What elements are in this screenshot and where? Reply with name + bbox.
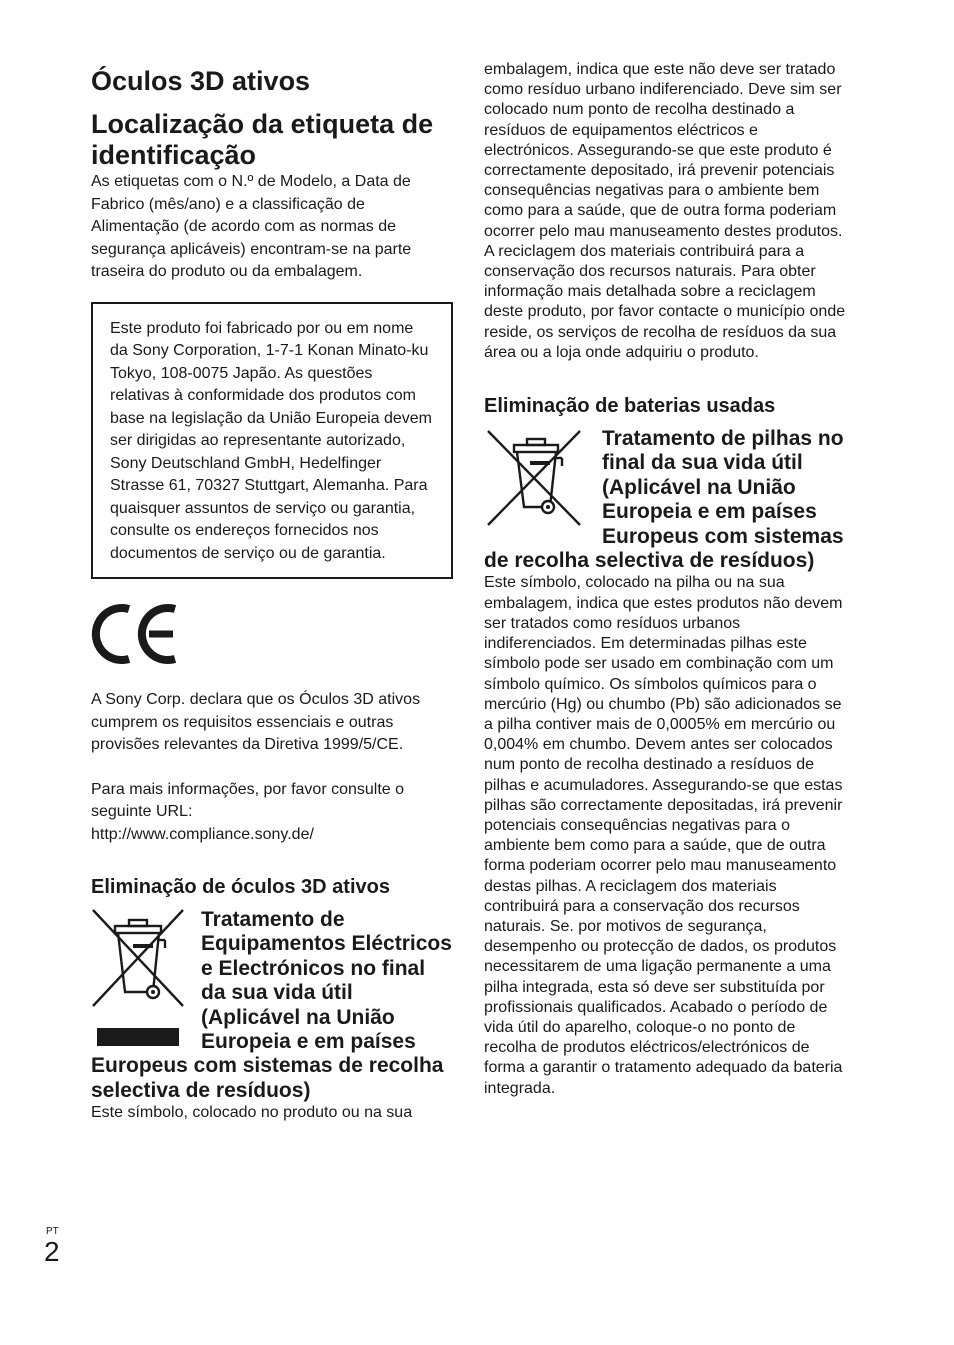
right-column: [484, 60, 846, 1099]
weee-text-continued: embalagem, indica que este não deve ser tratado como resíduo urbano indiferenciado. Deve sim ser colocado num ponto de recolha destinado a resíduos de equipamentos eléctricos e electrónicos. Assegurando-se que este produto é correctamente depositado, irá prevenir potenciais consequências negativas para o ambiente bem como para a saúde, que de outra forma poderiam ocorrer pelo mau manuseamento destes produtos. A reciclagem dos materiais contribuirá para a conservação dos recursos naturais. Para obter informação mais detalhada sobre a reciclagem deste produto, por favor contacte o município onde reside, os serviços de recolha de resíduos da sua área ou a loja onde adquiriu o produto.: [484, 61, 846, 361]
more-info-text: Para mais informações, por favor consulte o seguinte URL:: [91, 780, 405, 820]
compliance-url-link[interactable]: http://www.compliance.sony.de/: [91, 825, 314, 843]
section-title-label-location: Localização da etiqueta de identificação: [91, 109, 434, 170]
crossed-out-wheelie-bin-icon: [91, 908, 187, 1048]
label-location-text: As etiquetas com o N.º de Modelo, a Data de Fabrico (mês/ano) e a classificação de Alimentação (de acordo com as normas de segurança aplicáveis) encontram-se na parte traseira do produto ou da embalagem.: [91, 173, 412, 280]
manufacturer-notice-box: [91, 302, 453, 580]
page-language-code: PT: [46, 1226, 59, 1237]
battery-text: Este símbolo, colocado na pilha ou na sua embalagem, indica que estes produtos não devem ser tratados como resíduos urbanos indiferenciados. Em determinadas pilhas este símbolo pode ser usado em combinação com um símbolo químico. Os símbolos químicos para o mercúrio (Hg) ou chumbo (Pb) são adicionados se a pilha contiver mais de 0,0005% em mercúrio ou 0,004% em chumbo. Devem antes ser colocados num ponto de recolha destinado a resíduos de pilhas e acumuladores. Assegurando-se que estas pilhas são correctamente depositadas, irá prevenir potenciais consequências negativas para o ambiente bem como para a saúde, que de outra forma poderiam ocorrer pelo mau manuseamento destas pilhas. A reciclagem dos materiais contribuirá para a conservação dos recursos naturais. Se. por motivos de segurança, desempenho ou protecção de dados, os produtos necessitarem de uma ligação permanente a uma pilha integrada, esta só deve ser substituída por profissionais qualificados. Acabado o período de vida útil do aparelho, coloque-o no ponto de recolha de produtos eléctricos/electrónicos de forma a garantir o tratamento adequado da bateria integrada.: [484, 574, 843, 1097]
battery-section: [484, 427, 846, 1099]
ce-declaration-text: A Sony Corp. declara que os Óculos 3D ativos cumprem os requisitos essenciais e outras provisões relevantes da Diretiva 1999/5/CE.: [91, 691, 421, 753]
disposal-heading: Eliminação de óculos 3D ativos: [91, 876, 390, 898]
battery-subheading: Tratamento de pilhas no final da sua vida útil (Aplicável na União Europeia e em países Europeus com sistemas de recolha selectiva de resíduos): [484, 427, 844, 573]
left-column: [91, 60, 453, 1123]
page-number: 2: [44, 1236, 60, 1267]
manufacturer-notice-text: Este produto foi fabricado por ou em nome da Sony Corporation, 1-7-1 Konan Minato-ku Tokyo, 108-0075 Japão. As questões relativas à conformidade dos produtos com base na legislação da União Europeia devem ser dirigidas ao representante autorizado, Sony Deutschland GmbH, Hedelfinger Strasse 61, 70327 Stuttgart, Alemanha. Para quaisquer assuntos de serviço ou garantia, consulte os endereços fornecidos nos documentos de serviço ou de garantia.: [110, 319, 432, 562]
page-title: Óculos 3D ativos: [91, 66, 311, 96]
weee-text-start: Este símbolo, colocado no produto ou na sua: [91, 1104, 413, 1122]
ce-mark-icon: [91, 601, 181, 667]
weee-heading: Tratamento de Equipamentos Eléctricos e Electrónicos no final da sua vida útil (Aplicável na União Europeia e em países Europeus com sistemas de recolha selectiva de resíduos): [91, 908, 452, 1102]
weee-section: [91, 908, 453, 1123]
battery-disposal-heading: Eliminação de baterias usadas: [484, 395, 776, 418]
crossed-out-wheelie-bin-icon: [484, 427, 588, 535]
